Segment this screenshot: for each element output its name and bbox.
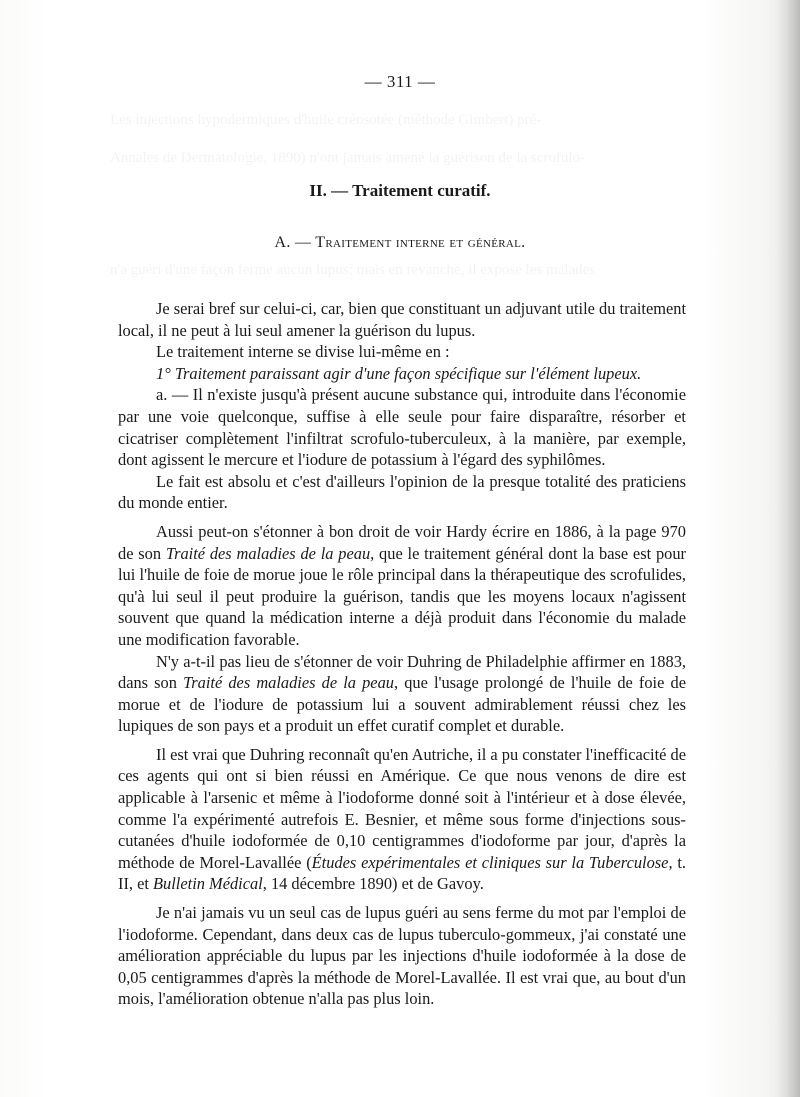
paragraph: Le traitement interne se divise lui-même en : (156, 342, 450, 362)
paragraph: Je serai bref sur celui-ci, car, bien que constituant un adjuvant utile du traitement local, il ne peut à lui seul amener la guérison du lupus. (118, 299, 686, 340)
subsection-title: A. — Traitement interne et général. (274, 234, 526, 251)
paragraph-text: Il est vrai que Duhring reconnaît qu'en Autriche, il a pu constater l'inefficacité de ces agents qui ont si bien réussi en Amérique. Ce que nous venons de dire est applicable à l'arsenic et même à l'iodoforme donné soit à l'intérieur et à dose élevée, comme l'a expérimenté autrefois E. Besnier, et même sous forme d'injections sous-cutanées d'huile iodoformée de 0,10 centigrammes d'iodoforme par jour, d'après la méthode de Morel-Lavallée ( (118, 744, 686, 872)
book-title: Études expérimentales et cliniques sur la Tuberculose (311, 852, 669, 872)
page-number: — 311 — (364, 72, 436, 91)
paragraph-text: , 14 décembre 1890) et de Gavoy. (262, 874, 484, 894)
book-title: Traité des maladies de la peau (165, 543, 371, 563)
paragraph (118, 651, 686, 737)
paragraph-heading: 1° Traitement paraissant agir d'une façon spécifique sur l'élément lupeux. (156, 363, 642, 383)
section-title: II. — Traitement curatif. (309, 181, 491, 200)
paragraph (118, 744, 686, 895)
paragraph-text: , que le traitement général dont la base est pour lui l'huile de foie de morue joue le rôle principal dans la thérapeutique des scrofulides, qu'à lui seul il peut produire la guérison, tandis que les moyens locaux n'agissent souvent que quand la médication interne a déjà produit dans l'économie du malade une modification favorable. (118, 543, 686, 649)
paragraph: Le fait est absolu et c'est d'ailleurs l'opinion de la presque totalité des praticiens du monde entier. (118, 471, 686, 513)
paragraph: a. — Il n'existe jusqu'à présent aucune substance qui, introduite dans l'économie par une voie quelconque, suffise à elle seule pour faire disparaître, résorber et cicatriser complètement l'infiltrat scrofulo-tuberculeux, à la manière, par exemple, dont agissent le mercure et l'iodure de potassium à l'égard des syphilômes. (118, 385, 686, 470)
journal-title: Bulletin Médical (153, 874, 263, 894)
paragraph-text: , t. II, et (118, 852, 687, 894)
bleed-through-text: Les injections hypodermiques d'huile créosotée (méthode Gimbert) pré- (110, 112, 542, 128)
bleed-through-text: n'a guéri d'une façon ferme aucun lupus; mais en revanche, il expose les malades (110, 262, 596, 278)
paragraph: Je n'ai jamais vu un seul cas de lupus guéri au sens ferme du mot par l'emploi de l'iodoforme. Cependant, dans deux cas de lupus tuberculo-gommeux, j'ai constaté une amélioration appréciable du lupus par les injections d'huile iodoformée à la dose de 0,05 centigrammes d'après la méthode de Morel-Lavallée. Il est vrai que, au bout d'un mois, l'amélioration obtenue n'alla pas plus loin. (118, 903, 686, 1009)
paragraph-text: N'y a-t-il pas lieu de s'étonner de voir Duhring de Philadelphie affirmer en 1883, dans son (118, 651, 686, 693)
page-edge-shadow (776, 0, 800, 1097)
paragraph (118, 521, 686, 651)
body-text (118, 298, 686, 1010)
paragraph-text: , que l'usage prolongé de l'huile de foie de morue et de l'iodure de potassium lui a souvent admirablement réussi chez les lupiques de son pays et a produit un effet curatif complet et durable. (118, 673, 686, 736)
bleed-through-text: Annales de Dermatologie, 1890) n'ont jamais amené la guérison de la scrofulo- (110, 150, 586, 166)
paragraph-text: Aussi peut-on s'étonner à bon droit de voir Hardy écrire en 1886, à la page 970 de son (118, 521, 686, 563)
book-title: Traité des maladies de la peau (183, 673, 394, 693)
